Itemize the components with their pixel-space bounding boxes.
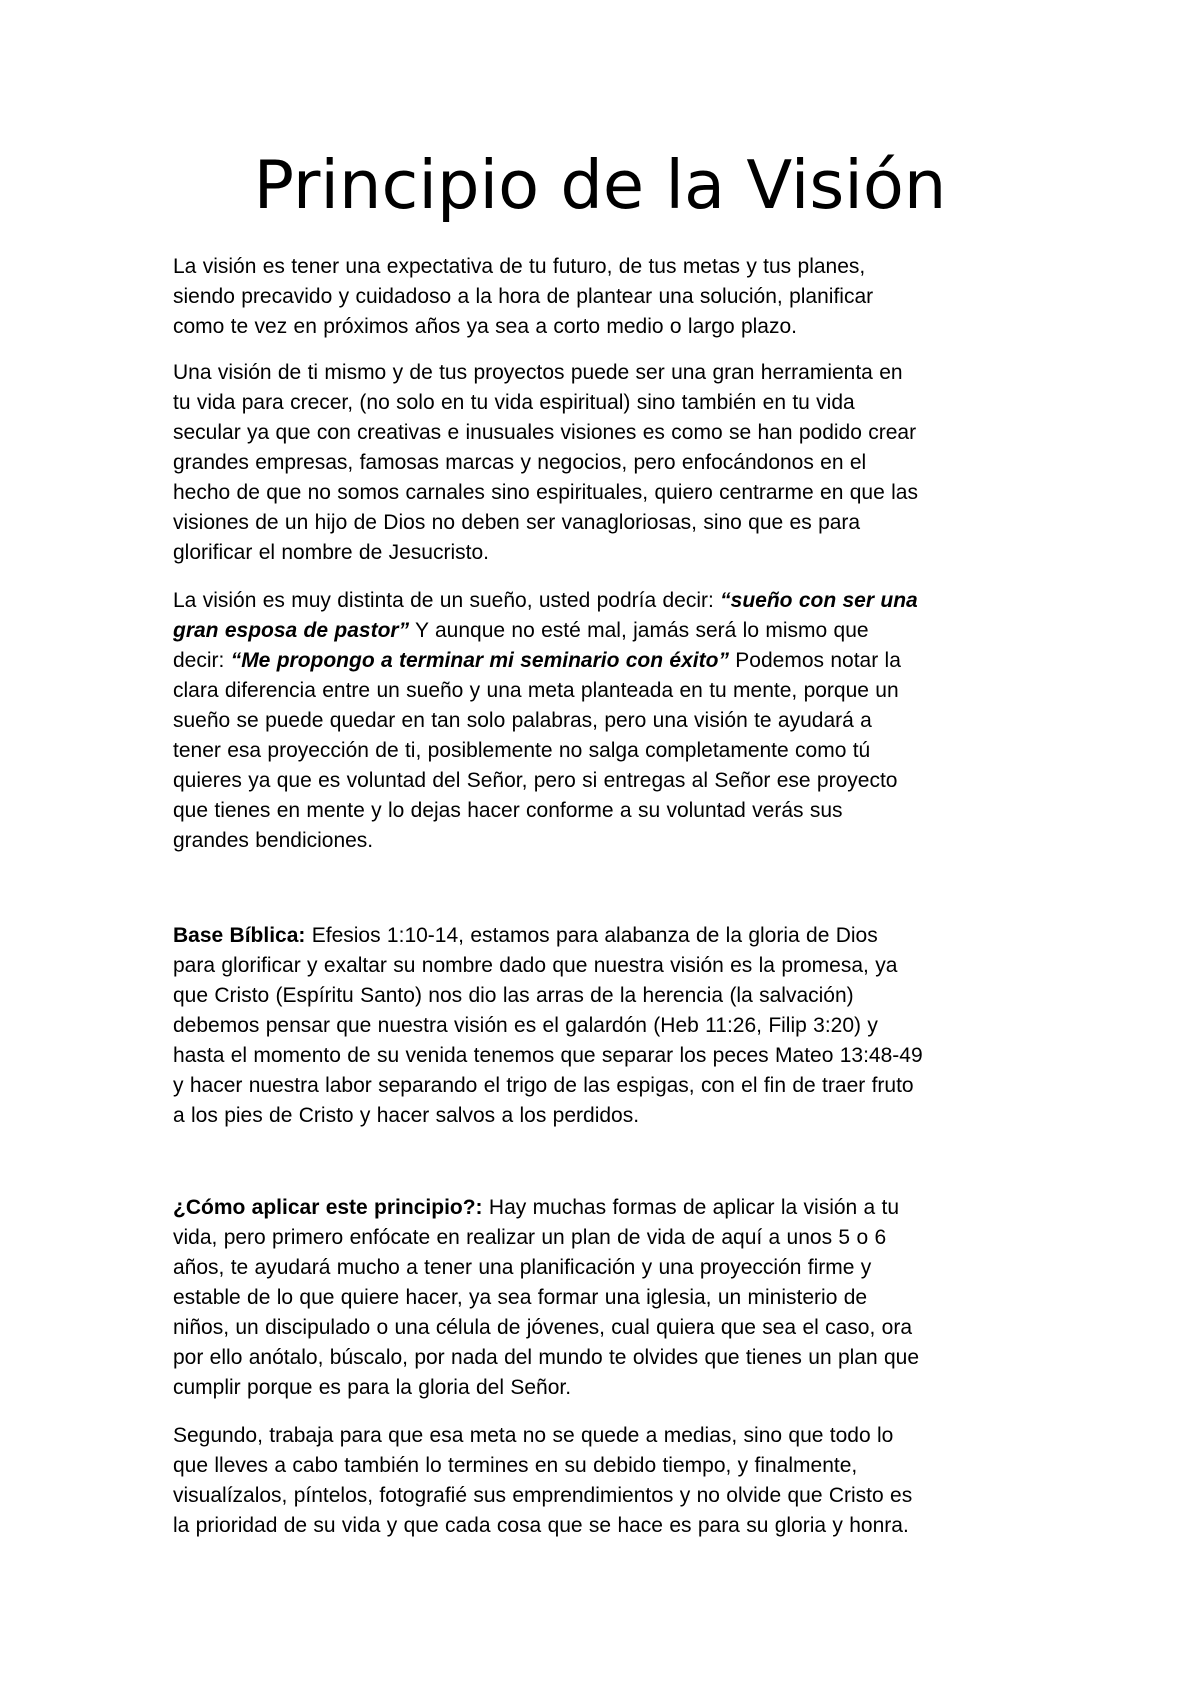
text-line: que lleves a cabo también lo termines en su debido tiempo, y finalmente, (173, 1454, 858, 1477)
text-line: tu vida para crecer, (no solo en tu vida espiritual) sino también en tu vida (173, 391, 855, 414)
quote-goal: “Me propongo a terminar mi seminario con éxito” (230, 649, 729, 672)
text-line: como te vez en próximos años ya sea a corto medio o largo plazo. (173, 315, 797, 338)
text-line: visiones de un hijo de Dios no deben ser vanagloriosas, sino que es para (173, 511, 861, 534)
text-line: hasta el momento de su venida tenemos que separar los peces Mateo 13:48-49 (173, 1044, 923, 1067)
text-line: grandes bendiciones. (173, 829, 374, 852)
text-line: quieres ya que es voluntad del Señor, pero si entregas al Señor ese proyecto (173, 769, 898, 792)
text-line: sueño se puede quedar en tan solo palabras, pero una visión te ayudará a (173, 709, 872, 732)
text-line: clara diferencia entre un sueño y una meta planteada en tu mente, porque un (173, 679, 899, 702)
paragraph-vision-self (173, 358, 1043, 568)
text-line: por ello anótalo, búscalo, por nada del mundo te olvides que tienes un plan que (173, 1346, 920, 1369)
text-line: debemos pensar que nuestra visión es el galardón (Heb 11:26, Filip 3:20) y (173, 1014, 878, 1037)
text-line: para glorificar y exaltar su nombre dado que nuestra visión es la promesa, ya (173, 954, 898, 977)
text-line (173, 586, 1043, 616)
text-line: y hacer nuestra labor separando el trigo de las espigas, con el fin de traer fruto (173, 1074, 914, 1097)
section-label-biblical-base: Base Bíblica: (173, 924, 306, 947)
text-line: vida, pero primero enfócate en realizar un plan de vida de aquí a unos 5 o 6 (173, 1226, 887, 1249)
text-run: Podemos notar la (728, 649, 901, 672)
text-line (173, 616, 1043, 646)
text-line: cumplir porque es para la gloria del Señor. (173, 1376, 572, 1399)
paragraph-intro (173, 252, 1043, 342)
text-line: glorificar el nombre de Jesucristo. (173, 541, 489, 564)
text-run: La visión es muy distinta de un sueño, usted podría decir: (173, 589, 721, 612)
quote-dream-end: gran esposa de pastor” (173, 619, 410, 642)
text-line: visualízalos, píntelos, fotografié sus emprendimientos y no olvide que Cristo es (173, 1484, 913, 1507)
text-line: grandes empresas, famosas marcas y negocios, pero enfocándonos en el (173, 451, 867, 474)
text-line: Una visión de ti mismo y de tus proyectos puede ser una gran herramienta en (173, 361, 903, 384)
paragraph-biblical-base (173, 921, 1043, 1131)
text-line (173, 646, 1043, 676)
text-run: Efesios 1:10-14, estamos para alabanza de la gloria de Dios (305, 924, 878, 947)
text-line: que Cristo (Espíritu Santo) nos dio las arras de la herencia (la salvación) (173, 984, 854, 1007)
text-line (173, 1193, 1043, 1223)
text-line: que tienes en mente y lo dejas hacer conforme a su voluntad verás sus (173, 799, 843, 822)
text-line: La visión es tener una expectativa de tu futuro, de tus metas y tus planes, (173, 255, 866, 278)
text-line: Segundo, trabaja para que esa meta no se quede a medias, sino que todo lo (173, 1424, 894, 1447)
text-line (173, 921, 1043, 951)
text-line: niños, un discipulado o una célula de jóvenes, cual quiera que sea el caso, ora (173, 1316, 912, 1339)
text-line: a los pies de Cristo y hacer salvos a los perdidos. (173, 1104, 640, 1127)
section-label-how-to-apply: ¿Cómo aplicar este principio?: (173, 1196, 483, 1219)
quote-dream: “sueño con ser una (720, 589, 918, 612)
text-run: Y aunque no esté mal, jamás será lo mismo que (409, 619, 869, 642)
text-run: Hay muchas formas de aplicar la visión a tu (482, 1196, 900, 1219)
text-line: secular ya que con creativas e inusuales visiones es como se han podido crear (173, 421, 917, 444)
page-title: Principio de la Visión (253, 146, 947, 224)
paragraph-vision-vs-dream (173, 586, 1043, 856)
text-line: siendo precavido y cuidadoso a la hora de plantear una solución, planificar (173, 285, 874, 308)
text-line: la prioridad de su vida y que cada cosa que se hace es para su gloria y honra. (173, 1514, 909, 1537)
text-line: años, te ayudará mucho a tener una planificación y una proyección firme y (173, 1256, 872, 1279)
text-line: hecho de que no somos carnales sino espirituales, quiero centrarme en que las (173, 481, 918, 504)
text-run: decir: (173, 649, 231, 672)
paragraph-how-to-apply (173, 1193, 1043, 1403)
paragraph-second-step (173, 1421, 1043, 1541)
text-line: tener esa proyección de ti, posiblemente no salga completamente como tú (173, 739, 871, 762)
text-line: estable de lo que quiere hacer, ya sea formar una iglesia, un ministerio de (173, 1286, 868, 1309)
